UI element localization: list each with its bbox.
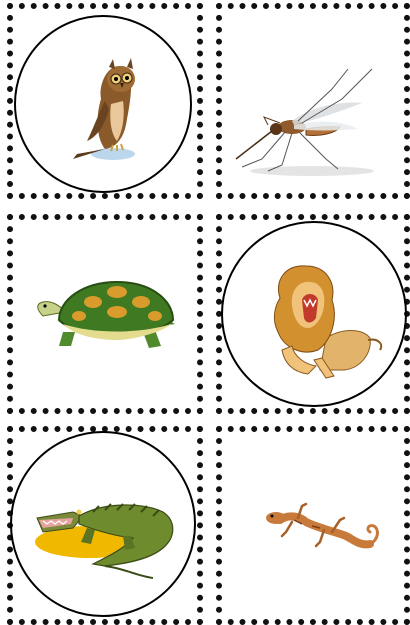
turtle-card[interactable] <box>7 214 203 414</box>
lion-icon <box>222 220 404 408</box>
turtle-icon <box>13 220 197 408</box>
lizard-icon <box>222 432 404 619</box>
crocodile-icon <box>13 432 197 619</box>
owl-icon <box>13 9 197 193</box>
lion-card[interactable] <box>216 214 410 414</box>
mosquito-icon <box>222 9 404 193</box>
crocodile-card[interactable] <box>7 426 203 625</box>
owl-card[interactable] <box>7 3 203 199</box>
mosquito-card[interactable] <box>216 3 410 199</box>
lizard-card[interactable] <box>216 426 410 625</box>
